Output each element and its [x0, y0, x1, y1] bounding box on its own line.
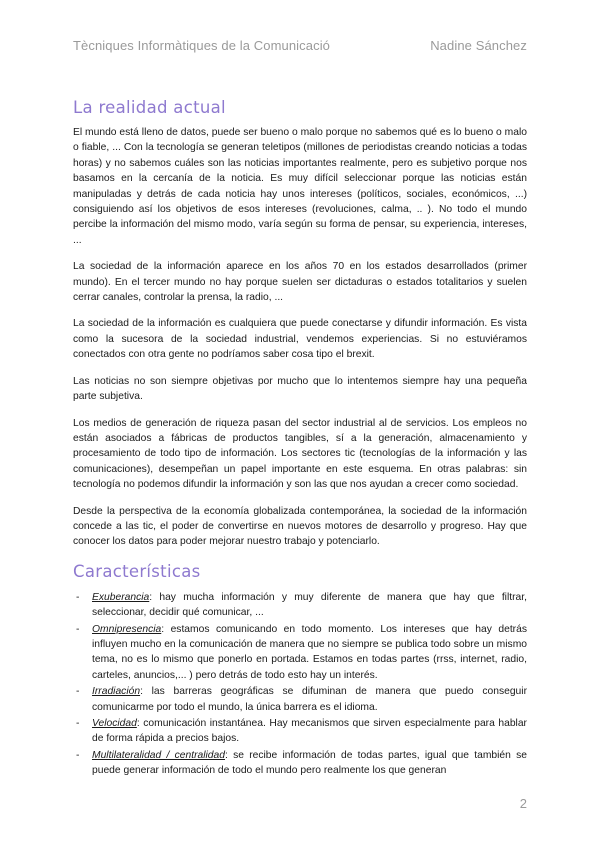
author-name: Nadine Sánchez	[430, 38, 527, 53]
paragraph: Los medios de generación de riqueza pasan del sector industrial al de servicios. Los empleos no están asociados a fábricas de productos tangibles, sí a la generación, almacenamiento y procesamiento de todo tipo de información. Los sectores tic (tecnologías de la información y las comunicaciones), desempeñan un papel importante en este esquema. En otras palabras: sin tecnología no podemos difundir la información y son las que nos ayudan a crecer como sociedad.	[73, 417, 527, 491]
section-heading-realidad: La realidad actual	[73, 98, 226, 117]
paragraph: La sociedad de la información es cualquiera que puede conectarse y difundir información. Es vista como la sucesora de la sociedad industrial, vendemos experiencias. Si no estuviéramos conectados con otra gente no podríamos saber cosa tipo el brexit.	[73, 318, 527, 361]
section-heading-caracteristicas: Características	[73, 561, 201, 581]
list-item	[73, 716, 527, 747]
paragraph: La sociedad de la información aparece en los años 70 en los estados desarrollados (primer mundo). En el tercer mundo no hay porque suelen ser dictaduras o estados totalitarios y suelen cerrar canales, controlar la prensa, la radio, ...	[73, 261, 527, 304]
list-dash: -	[76, 591, 80, 603]
list-text: : se recibe información de todas partes, igual que también se puede generar información de todo el mundo pero realmente los que generan	[92, 749, 527, 777]
paragraph: Las noticias no son siempre objetivas por mucho que lo intentemos siempre hay una pequeña parte subjetiva.	[73, 375, 527, 403]
list-term: Velocidad	[92, 718, 137, 729]
list-dash: -	[76, 623, 80, 635]
list-term: Exuberancia	[92, 591, 150, 603]
characteristics-list	[73, 590, 527, 779]
list-item	[73, 748, 527, 779]
list-item	[73, 590, 527, 621]
document-title: Tècniques Informàtiques de la Comunicació	[73, 38, 331, 53]
list-text: : estamos comunicando en todo momento. Los intereses que hay detrás influyen mucho en la comunicación de manera que no siempre se publica todo sobre un mismo tema, no es lo mismo que ponerlo en portada. Estamos en todas partes (rrss, internet, radio, carteles, anuncios,... ) pero detrás de todo esto hay un interés.	[92, 623, 527, 681]
list-dash: -	[76, 686, 80, 698]
list-term: Irradiación	[92, 686, 141, 698]
list-text: : las barreras geográficas se difuminan de manera que puedo conseguir comunicarme por todo el mundo, la única barrera es el idioma.	[92, 686, 527, 713]
list-text: : hay mucha información y muy diferente de manera que hay que filtrar, seleccionar, decidir qué comunicar, ...	[92, 591, 527, 619]
list-dash: -	[76, 749, 80, 761]
page-content	[73, 98, 527, 780]
page-header	[73, 38, 527, 54]
list-text: : comunicación instantánea. Hay mecanismos que sirven especialmente para hablar de forma rápida a precios bajos.	[92, 718, 527, 745]
list-item	[73, 622, 527, 684]
paragraph: El mundo está lleno de datos, puede ser bueno o malo porque no sabemos qué es lo bueno o malo o fiable, ... Con la tecnología se generan teletipos (millones de periodistas creando noticias a todas horas) y no sabemos cuáles son las noticias importantes realmente, pero es subjetivo porque nos basamos en la cercanía de la noticia. Es muy difícil seleccionar porque las noticias están manipuladas y detrás de cada noticia hay unos intereses (políticos, sociales, económicos, ...) consiguiendo así los objetivos de esos intereses (revoluciones, calma, .. ). No todo el mundo percibe la información del mismo modo, varía según su forma de pensar, su experiencia, intereses, ...	[73, 127, 527, 246]
page-number: 2	[519, 796, 527, 811]
list-item	[73, 684, 527, 715]
list-dash: -	[76, 718, 80, 729]
paragraph: Desde la perspectiva de la economía globalizada contemporánea, la sociedad de la información concede a las tic, el poder de convertirse en nuevos motores de desarrollo y progreso. Hay que conocer los datos para poder mejorar nuestro trabajo y potenciarlo.	[73, 505, 527, 548]
list-term: Omnipresencia	[92, 623, 162, 635]
list-term: Multilateralidad / centralidad	[92, 749, 225, 761]
